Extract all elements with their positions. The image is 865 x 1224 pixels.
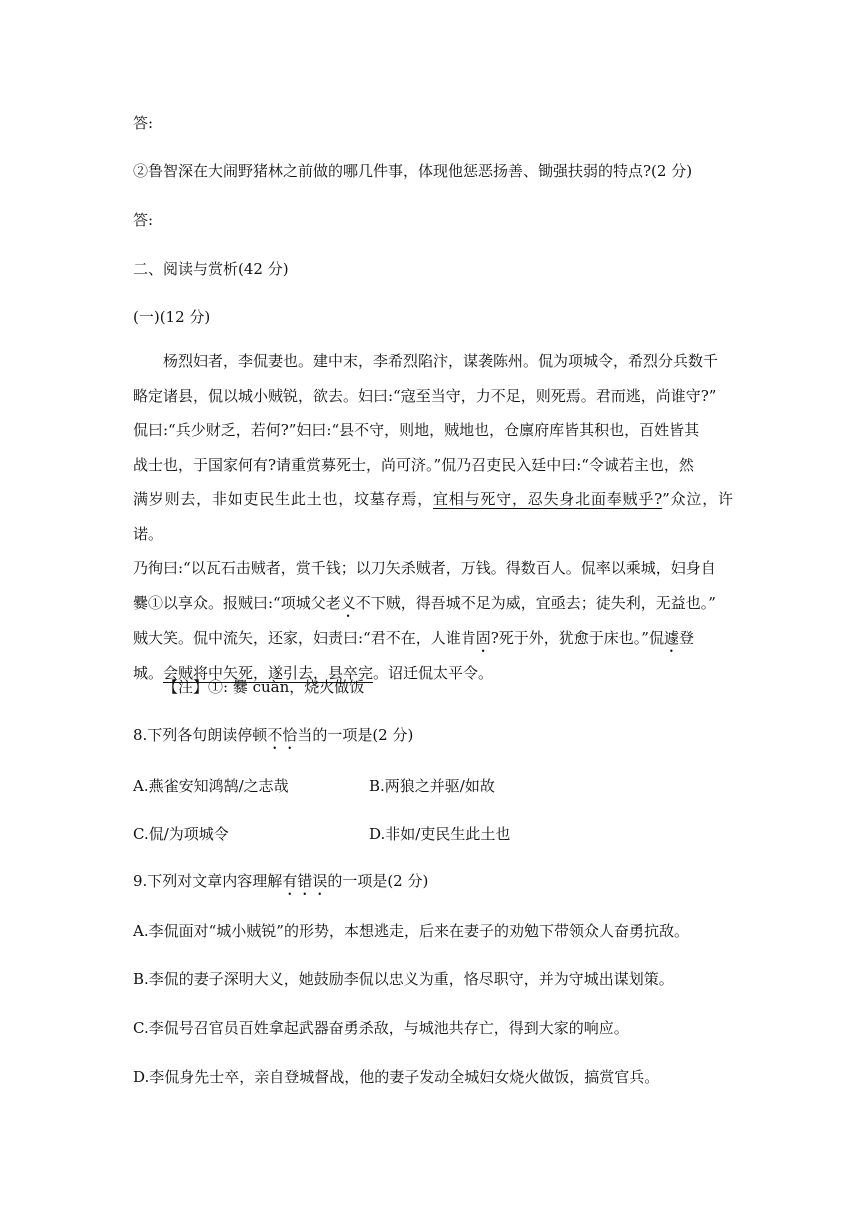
dotted-emphasis: 有错误 (282, 872, 328, 890)
answer-label: 答: (133, 211, 154, 229)
passage-line: 乃徇曰:“以瓦石击贼者，赏千钱；以刀矢杀贼者，万钱。得数百人。侃率以乘城，妇身自 (133, 559, 716, 577)
passage-line: 战士也，于国家何有?请重赏募死士，尚可济。”侃乃召吏民入廷中曰:“令诚若主也，然 (133, 455, 694, 474)
question-9 (133, 870, 428, 899)
q8-option-d: D.非如/吏民生此土也 (369, 825, 511, 843)
q9-option-b: B.李侃的妻子深明大义，她鼓励李侃以忠义为重，恪尽职守，并为守城出谋划策。 (133, 970, 674, 988)
passage-line (133, 586, 733, 621)
dotted-character: 固 (475, 628, 491, 647)
q8-option-b: B.两狼之并驱/如故 (369, 777, 495, 795)
passage-text: ”众泣，许诺。 (133, 490, 733, 543)
annotation-note: 【注】①: 爨 cuàn，烧火做饭 (163, 678, 365, 696)
classical-passage (133, 344, 733, 690)
dotted-character: 义 (340, 593, 356, 612)
question-text: 8.下列各句朗读停顿 (133, 726, 268, 744)
passage-text: 贼大笑。侃中流矢，还家，妇责曰:“君不在，人谁肯 (133, 628, 476, 647)
passage-line: 略定诸县，侃以城小贼锐，欲去。妇曰:“寇至当守，力不足，则死焉。君而逃，尚谁守?” (133, 386, 717, 405)
passage-text: 城。 (133, 663, 164, 682)
passage-text: 满岁则去，非如吏民生此土也，坟墓存焉， (133, 490, 434, 508)
q8-option-c: C.侃/为项城令 (133, 825, 229, 843)
passage-line (133, 482, 733, 551)
underlined-sentence: 会贼将中矢死，遂引去，县卒完 (163, 663, 374, 682)
subsection-title: (一)(12 分) (133, 308, 211, 326)
dotted-character: 遽 (663, 628, 679, 647)
question-text: 9.下列对文章内容理解 (133, 872, 283, 890)
question-8 (133, 724, 413, 753)
passage-line: 侃曰:“兵少财乏，若何?”妇曰:“县不守，则地，贼地也，仓廪府库皆其积也，百姓皆其 (133, 421, 700, 439)
passage-text: 不下贼，得吾城不足为威，宜亟去；徒失利，无益也。” (355, 593, 716, 612)
question-text: 的一项是(2 分) (327, 872, 429, 890)
q9-option-a: A.李侃面对“城小贼锐”的形势，本想逃走，后来在妻子的劝勉下带领众人奋勇抗敌。 (133, 922, 689, 940)
answer-label: 答: (133, 114, 154, 132)
question-text: 当的一项是(2 分) (297, 726, 414, 744)
question-lu-zhishen: ②鲁智深在大闹野猪林之前做的哪几件事，体现他惩恶扬善、锄强扶弱的特点?(2 分) (133, 162, 693, 180)
passage-text: ?死于外，犹愈于床也。”侃 (490, 628, 664, 647)
passage-text: 爨①以享众。报贼曰:“项城父老 (133, 593, 341, 612)
passage-text: 。诏迁侃太平令。 (373, 663, 494, 682)
dotted-emphasis: 不恰 (267, 726, 298, 744)
underlined-sentence: 宜相与死守，忍失身北面奉贼乎? (433, 490, 663, 508)
q9-option-c: C.李侃号召官员百姓拿起武器奋勇杀敌，与城池共存亡，得到大家的响应。 (133, 1019, 629, 1037)
passage-line: 杨烈妇者，李侃妻也。建中末，李希烈陷汴，谋袭陈州。侃为项城令，希烈分兵数千 (163, 352, 719, 370)
section-title: 二、阅读与赏析(42 分) (133, 260, 289, 278)
q9-option-d: D.李侃身先士卒，亲自登城督战，他的妻子发动全城妇女烧火做饭，搞赏官兵。 (133, 1068, 660, 1086)
passage-line (133, 621, 733, 656)
q8-option-a: A.燕雀安知鸿鹄/之志哉 (133, 777, 289, 795)
passage-text: 登 (678, 628, 694, 647)
